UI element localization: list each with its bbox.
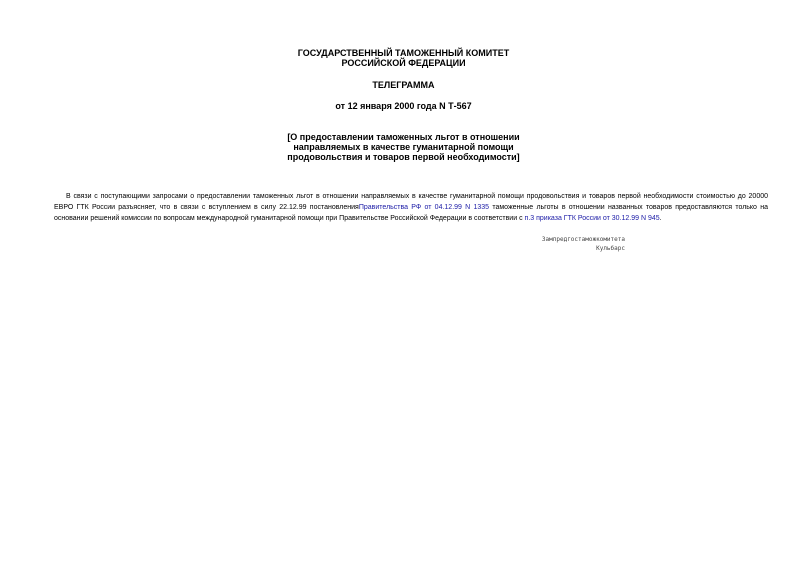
agency-name-line-2: РОССИЙСКОЙ ФЕДЕРАЦИИ: [341, 58, 466, 68]
document-date: от 12 января 2000 года N Т-567: [335, 101, 472, 111]
agency-name-line-1: ГОСУДАРСТВЕННЫЙ ТАМОЖЕННЫЙ КОМИТЕТ: [297, 48, 510, 58]
signature-block: [542, 235, 625, 253]
agency-name: [0, 48, 807, 68]
subject-line-2: направляемых в качестве гуманитарной помощи: [293, 142, 514, 152]
document-subject: [0, 132, 807, 162]
link-customs-order[interactable]: п.3 приказа ГТК России от 30.12.99 N 945: [524, 215, 660, 222]
body-text-part-3: .: [659, 215, 662, 222]
subject-line-3: продовольствия и товаров первой необходимости]: [287, 152, 520, 162]
body-text-part-2: таможенные льготы в отношении названных товаров предоставляются только на основании решений комиссии по вопросам международной гуманитарной помощи при Правительстве Российской Федерации в соответствии с: [54, 204, 768, 222]
document-type: ТЕЛЕГРАММА: [372, 80, 435, 90]
body-paragraph: [54, 191, 768, 224]
subject-line-1: [О предоставлении таможенных льгот в отношении: [287, 132, 520, 142]
link-government-decree[interactable]: Правительства РФ от 04.12.99 N 1335: [358, 204, 490, 211]
signature-position: Зампредгостаможкомитета: [541, 236, 625, 243]
signature-name: Кульбарс: [596, 245, 625, 252]
body-text-part-1: В связи с поступающими запросами о предоставлении таможенных льгот в отношении направляемых в качестве гуманитарной помощи продовольствия и товаров первой необходимости стоимостью до 20000 ЕВРО ГТК России разъясняет, что в связи с вступлением в силу 22.12.99 постановления: [54, 193, 768, 211]
